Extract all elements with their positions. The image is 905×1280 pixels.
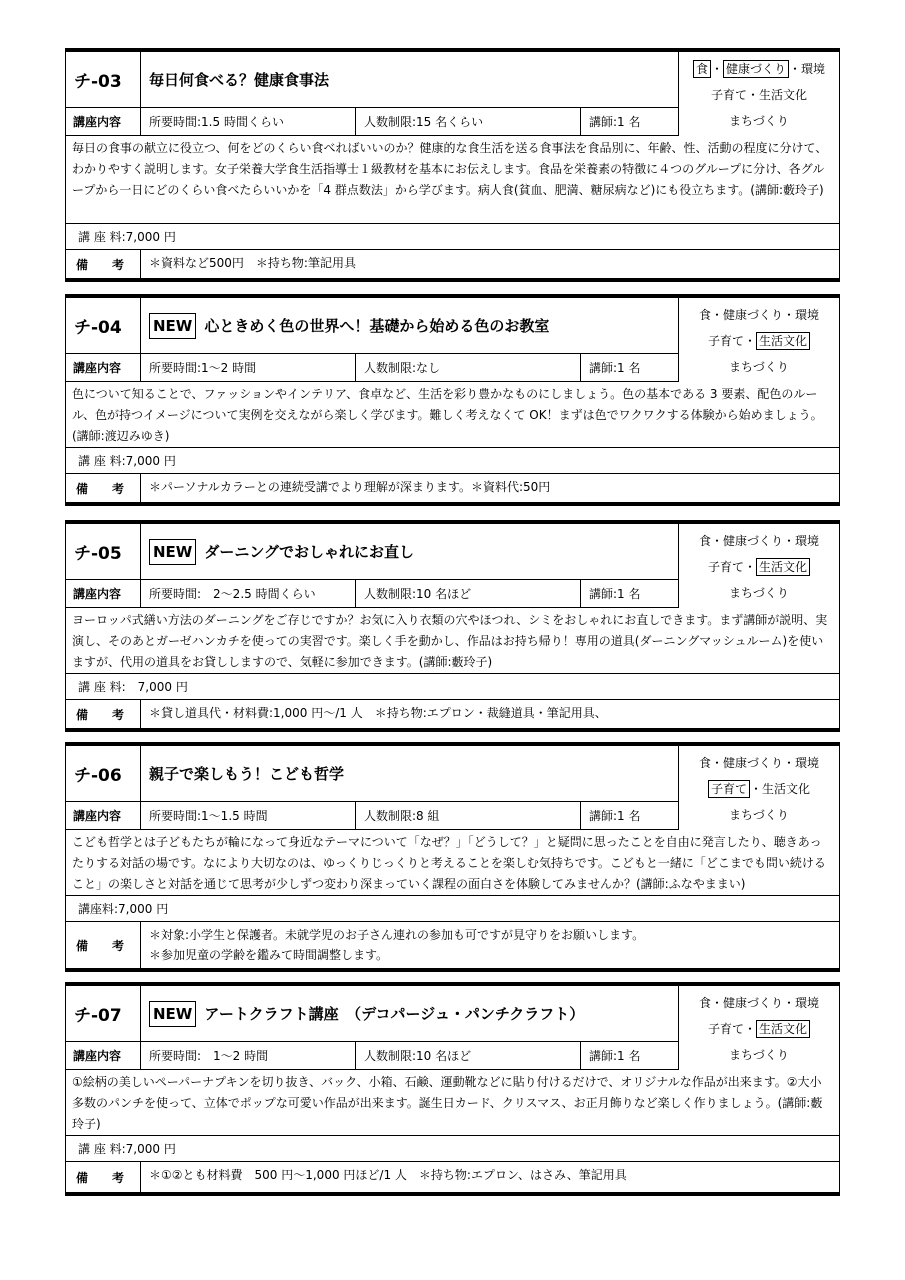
category-tag: ・: [710, 533, 723, 548]
capacity: 人数制限:なし: [356, 354, 581, 381]
new-badge: NEW: [149, 313, 196, 339]
note-text: [141, 922, 839, 968]
course-description: こども哲学とは子どもたちが輪になって身近なテーマについて「なぜ？」「どうして？」と疑問に思ったことを自由に発言したり、聴きあったりする対話の場です。なにより大切なのは、ゆっくりじっくりと考えることを楽しむ気持ちです。こどもと一緒に「どこまでも問い続けること」の楽しさと対話を通じて思考が少しずつ変わり深まっていく課程の面白さを体験してみませんか？(講師:ふなやままい): [66, 830, 839, 896]
course-code: チ-06: [66, 746, 141, 801]
category-tag: 健康づくり: [723, 533, 784, 548]
course-title-cell: [141, 524, 679, 579]
category-tag: ・: [710, 995, 723, 1010]
category-tag: 子育て: [708, 780, 750, 798]
course-code: チ-04: [66, 298, 141, 353]
note-line: ＊資料など500円 ＊持ち物:筆記用具: [149, 256, 356, 270]
category-line-2: [708, 1020, 810, 1037]
capacity: 人数制限:10 名ほど: [356, 580, 581, 607]
category-tag: ・環境: [783, 755, 820, 770]
note-label: 備 考: [66, 474, 141, 502]
course-fee: 講座料:7,000 円: [66, 896, 839, 922]
duration: 所要時間:1〜2 時間: [141, 354, 356, 381]
course-description: ①絵柄の美しいペーパーナプキンを切り抜き、バック、小箱、石鹸、運動靴などに貼り付けるだけで、オリジナルな作品が出来ます。②大小多数のパンチを使って、立体でポップな可愛い作品が出来ます。誕生日カード、クリスマス、お正月飾りなど楽しく作りましょう。(講師:藪玲子): [66, 1070, 839, 1136]
category-tag: ・: [710, 61, 723, 76]
note-text: [141, 250, 839, 276]
category-tag: ・環境: [783, 307, 820, 322]
course-description: ヨーロッパ式繕い方法のダーニングをご存じですか？お気に入り衣類の穴やほつれ、シミをおしゃれにお直しできます。まず講師が説明、実演し、そのあとガーゼハンカチを使っての実習です。楽しく手を動かし、作品はお持ち帰り！専用の道具(ダーニングマッシュルーム)を使いますが、代用の道具をお貸ししますので、気軽に参加できます。(講師:藪玲子): [66, 608, 839, 674]
category-line-2: [708, 780, 810, 797]
course-title: 心ときめく色の世界へ！基礎から始める色のお教室: [204, 317, 550, 335]
course-title: 毎日何食べる？健康食事法: [149, 71, 330, 89]
note-text: [141, 1162, 839, 1188]
category-tag: 健康づくり: [723, 755, 784, 770]
category-tag: 生活文化: [756, 558, 810, 576]
course-fee: 講 座 料:7,000 円: [66, 224, 839, 250]
teachers: 講師:1 名: [581, 580, 679, 607]
category-tag: ・: [710, 307, 723, 322]
content-label: 講座内容: [66, 580, 141, 607]
course-title: 親子で楽しもう！こども哲学: [149, 765, 345, 783]
course-note-row: [66, 250, 839, 278]
note-text: [141, 474, 839, 500]
category-box: [679, 986, 839, 1070]
note-label: 備 考: [66, 250, 141, 278]
course-title-cell: [141, 52, 679, 107]
course-code: チ-03: [66, 52, 141, 107]
category-line-2: [711, 86, 807, 103]
category-line-2: [708, 332, 810, 349]
teachers: 講師:1 名: [581, 108, 679, 135]
category-line-3: まちづくり: [729, 359, 789, 374]
course-block: [65, 982, 840, 1196]
category-tag: ・環境: [789, 61, 826, 76]
note-label: 備 考: [66, 700, 141, 728]
course-note-row: [66, 700, 839, 728]
teachers: 講師:1 名: [581, 802, 679, 829]
category-tag: 食: [698, 755, 711, 770]
duration: 所要時間:1〜1.5 時間: [141, 802, 356, 829]
category-tag: 子育て: [710, 87, 747, 102]
course-fee: 講 座 料:7,000 円: [66, 448, 839, 474]
category-line-3: まちづくり: [729, 113, 789, 128]
teachers: 講師:1 名: [581, 1042, 679, 1069]
course-note-row: [66, 1162, 839, 1192]
teachers: 講師:1 名: [581, 354, 679, 381]
course-code: チ-07: [66, 986, 141, 1041]
course-title: アートクラフト講座 （デコパージュ・パンチクラフト）: [204, 1005, 585, 1023]
content-label: 講座内容: [66, 1042, 141, 1069]
category-tag: 生活文化: [756, 1020, 810, 1038]
note-line: ＊対象:小学生と保護者。未就学児のお子さん連れの参加も可ですが見守りをお願いします。: [149, 928, 645, 942]
course-fee: 講 座 料: 7,000 円: [66, 674, 839, 700]
category-tag: 食: [698, 995, 711, 1010]
category-tag: 子育て: [707, 1021, 744, 1036]
note-label: 備 考: [66, 1162, 141, 1192]
duration: 所要時間:1.5 時間くらい: [141, 108, 356, 135]
category-tag: 生活文化: [762, 781, 811, 796]
category-tag: ・環境: [783, 533, 820, 548]
category-tag: ・: [743, 1021, 756, 1036]
category-tag: 食: [698, 307, 711, 322]
course-title: ダーニングでおしゃれにお直し: [204, 543, 415, 561]
category-line-3: まちづくり: [729, 585, 789, 600]
category-tag: ・環境: [783, 995, 820, 1010]
note-line: ＊貸し道具代・材料費:1,000 円〜/1 人 ＊持ち物:エプロン・裁縫道具・筆記用具、: [149, 706, 607, 720]
content-label: 講座内容: [66, 108, 141, 135]
course-title-cell: [141, 298, 679, 353]
category-line-3: まちづくり: [729, 807, 789, 822]
course-block: [65, 294, 840, 506]
capacity: 人数制限:10 名ほど: [356, 1042, 581, 1069]
category-tag: 健康づくり: [723, 995, 784, 1010]
category-line-2: [708, 558, 810, 575]
category-line-1: [699, 532, 819, 549]
note-line: ＊①②とも材料費 500 円〜1,000 円ほど/1 人 ＊持ち物:エプロン、はさみ、筆記用具: [149, 1168, 627, 1182]
new-badge: NEW: [149, 1001, 196, 1027]
category-box: [679, 298, 839, 382]
capacity: 人数制限:15 名くらい: [356, 108, 581, 135]
category-line-3: まちづくり: [729, 1047, 789, 1062]
category-tag: 健康づくり: [723, 307, 784, 322]
category-tag: 食: [693, 60, 711, 78]
course-note-row: [66, 922, 839, 968]
category-line-1: [699, 754, 819, 771]
category-tag: ・: [710, 755, 723, 770]
course-description: 毎日の食事の献立に役立つ、何をどのくらい食べればいいのか？健康的な食生活を送る食事法を食品別に、年齢、性、活動の程度に分けて、わかりやすく説明します。女子栄養大学食生活指導士１級教材を基本にお伝えします。食品を栄養素の特徴に４つのグループに分け、各グループから一日にどのくらい食べたらいいかを「4 群点数法」から学びます。病人食(貧血、肥満、糖尿病など)にも役立ちます。(講師:藪玲子): [66, 136, 839, 224]
category-tag: 子育て: [707, 333, 744, 348]
category-box: [679, 524, 839, 608]
course-block: [65, 742, 840, 972]
category-tag: 子育て: [707, 559, 744, 574]
category-line-1: [699, 306, 819, 323]
note-line: ＊参加児童の学齢を鑑みて時間調整します。: [149, 948, 389, 962]
content-label: 講座内容: [66, 354, 141, 381]
category-box: [679, 52, 839, 136]
category-tag: 生活文化: [759, 87, 808, 102]
course-fee: 講 座 料:7,000 円: [66, 1136, 839, 1162]
note-text: [141, 700, 839, 726]
category-tag: 健康づくり: [723, 60, 789, 78]
course-block: [65, 48, 840, 282]
course-title-cell: [141, 986, 679, 1041]
duration: 所要時間: 2〜2.5 時間くらい: [141, 580, 356, 607]
category-tag: ・: [743, 559, 756, 574]
category-box: [679, 746, 839, 830]
course-code: チ-05: [66, 524, 141, 579]
category-tag: ・: [743, 333, 756, 348]
note-line: ＊パーソナルカラーとの連続受講でより理解が深まります。＊資料代:50円: [149, 480, 551, 494]
category-tag: 食: [698, 533, 711, 548]
course-block: [65, 520, 840, 732]
new-badge: NEW: [149, 539, 196, 565]
course-note-row: [66, 474, 839, 502]
duration: 所要時間: 1〜2 時間: [141, 1042, 356, 1069]
category-line-1: [693, 60, 825, 77]
course-title-cell: [141, 746, 679, 801]
category-tag: ・: [746, 87, 759, 102]
category-line-1: [699, 994, 819, 1011]
course-description: 色について知ることで、ファッションやインテリア、食卓など、生活を彩り豊かなものにしましょう。色の基本である 3 要素、配色のルール、色が持つイメージについて実例を交えながら楽しく学びます。難しく考えなくて OK！まずは色でワクワクする体験から始めましょう。(講師:渡辺みゆき): [66, 382, 839, 448]
content-label: 講座内容: [66, 802, 141, 829]
note-label: 備 考: [66, 922, 141, 968]
category-tag: ・: [749, 781, 762, 796]
category-tag: 生活文化: [756, 332, 810, 350]
capacity: 人数制限:8 組: [356, 802, 581, 829]
